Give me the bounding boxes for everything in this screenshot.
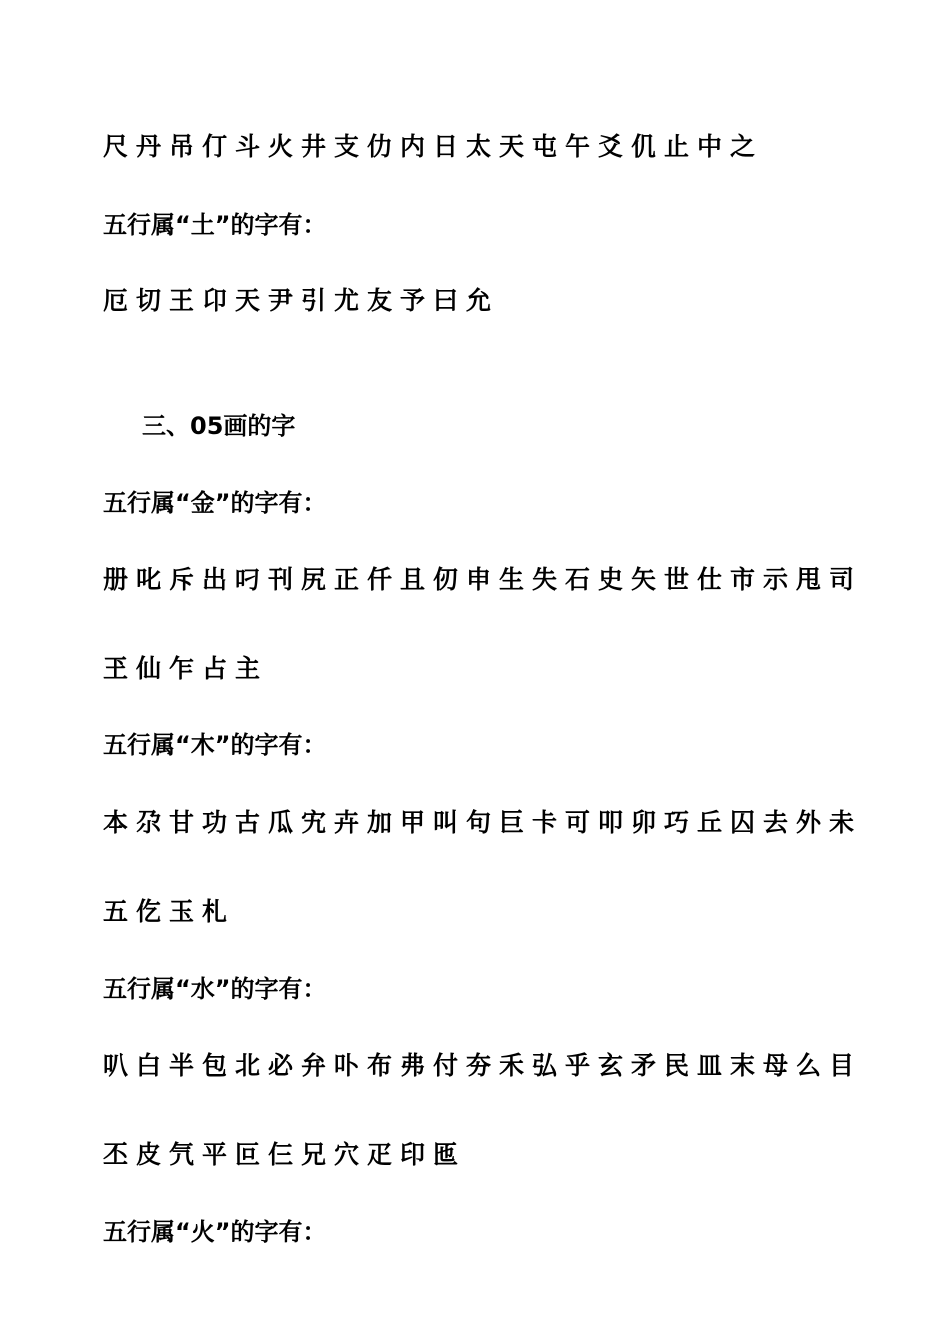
section-heading: 三、05画的字 [142,412,296,440]
character-list: 厄切王卬天尹引尤友予曰允 [103,286,500,315]
character-list: 玊仙乍占主 [103,654,269,683]
character-list: 册叱斥出叼刊尻正仟且仞申生失石史矢世仕市示甩司 [103,565,863,594]
character-list: 尺丹吊仃斗火井支仂内日太天屯午爻仉止中之 [103,132,764,161]
element-heading-fire: 五行属“火”的字有： [103,1218,327,1246]
character-list: 叭白半包北必弁卟布弗付夯禾弘乎玄矛民皿末母么目 [103,1051,863,1080]
character-list: 五仡玉札 [103,897,236,926]
character-list: 本尕甘功古瓜宄卉加甲叫句巨卡可叩卯巧丘囚去外未 [103,808,863,837]
element-heading-metal: 五行属“金”的字有： [103,489,327,517]
character-list: 丕皮氕平叵仨兄穴疋印匜 [103,1140,467,1169]
element-heading-earth: 五行属“土”的字有： [103,211,327,239]
element-heading-wood: 五行属“木”的字有： [103,731,327,759]
element-heading-water: 五行属“水”的字有： [103,975,327,1003]
